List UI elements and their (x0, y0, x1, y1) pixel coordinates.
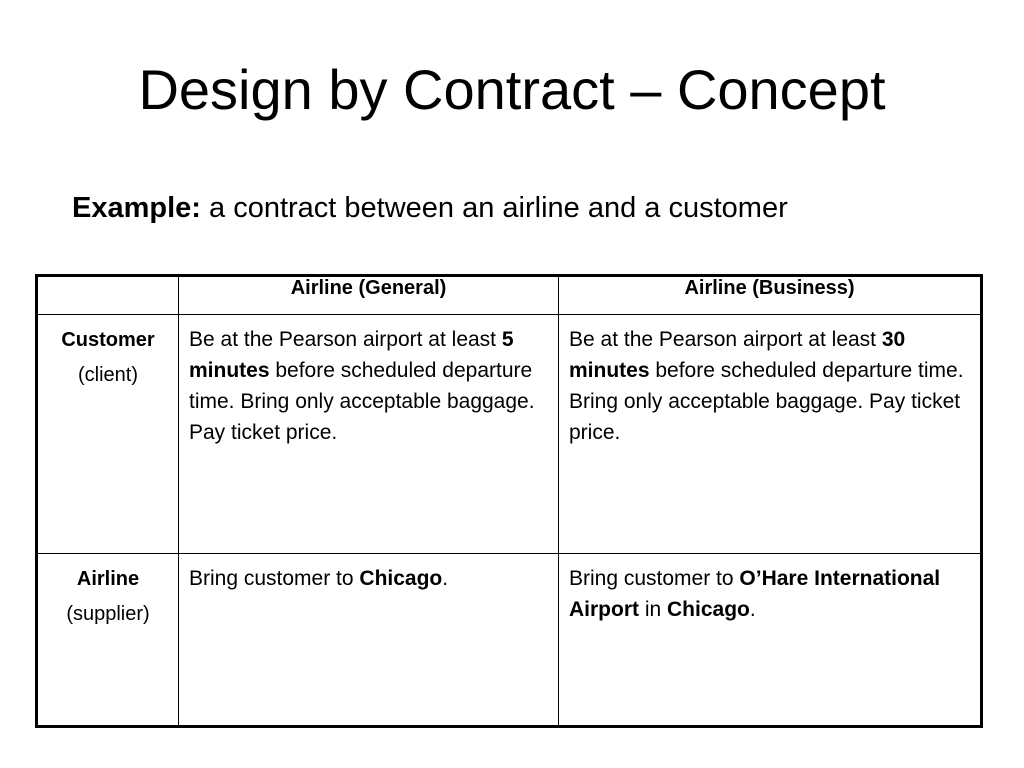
table-header-row (37, 276, 982, 315)
table-row (37, 315, 982, 554)
cell-text: . (749, 597, 756, 621)
header-airline-business: Airline (Business) (559, 276, 982, 315)
cell-text: Be at the Pearson airport at least (189, 328, 502, 352)
example-text: a contract between an airline and a customer (200, 192, 788, 224)
cell-emphasis: O’Hare International Airport (569, 566, 941, 621)
header-empty-cell (37, 276, 179, 315)
table-row (37, 553, 982, 726)
contract-table (35, 274, 983, 728)
role-kind: (client) (77, 364, 138, 387)
role-cell-customer (37, 315, 179, 554)
slide-title: Design by Contract – Concept (138, 58, 886, 121)
cell-text: Be at the Pearson airport at least (569, 328, 882, 352)
role-cell-airline (37, 553, 179, 726)
example-label: Example: (72, 192, 201, 224)
header-airline-general: Airline (General) (179, 276, 559, 315)
role-name: Customer (61, 329, 155, 352)
cell-text: before scheduled departure time. Bring only acceptable baggage. Pay ticket price. (189, 359, 535, 445)
cell-emphasis: Chicago (359, 566, 443, 590)
cell-text: in (639, 597, 668, 621)
cell-emphasis: Chicago (667, 597, 750, 621)
customer-general-obligation (179, 315, 559, 554)
cell-text: Bring customer to (189, 566, 360, 590)
cell-text: Bring customer to (569, 566, 740, 590)
cell-emphasis: 30 minutes (569, 328, 906, 383)
customer-business-obligation (559, 315, 982, 554)
airline-general-obligation (179, 553, 559, 726)
airline-business-obligation (559, 553, 982, 726)
role-name: Airline (76, 567, 140, 590)
role-kind: (supplier) (66, 602, 150, 625)
example-line (72, 193, 788, 225)
cell-emphasis: 5 minutes (189, 328, 514, 383)
cell-text: before scheduled departure time. Bring only acceptable baggage. Pay ticket price. (569, 359, 964, 445)
cell-text: . (442, 566, 449, 590)
